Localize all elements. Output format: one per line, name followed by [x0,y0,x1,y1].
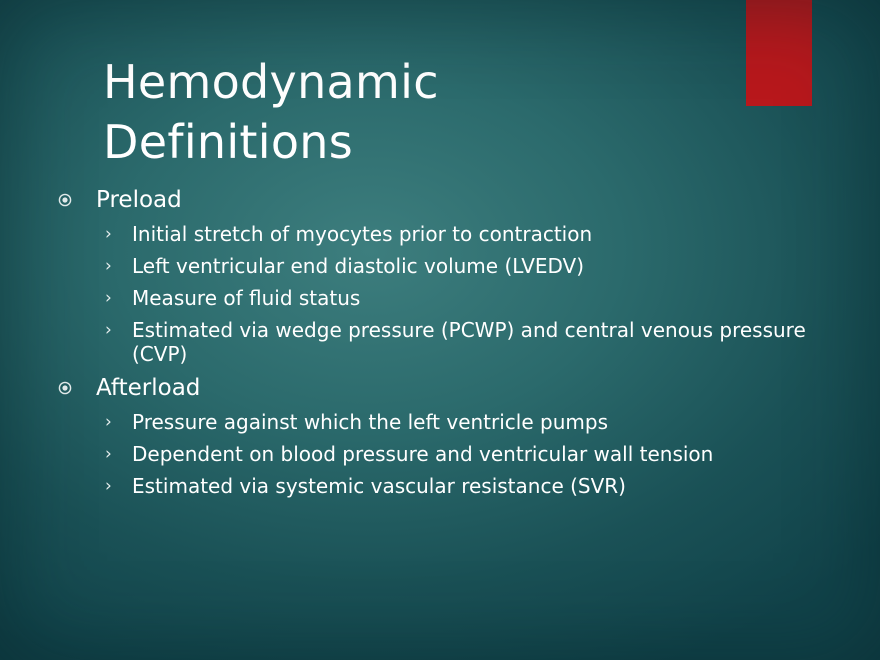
sub-bullet-text: Measure of fluid status [132,286,361,310]
bullet-section-afterload [58,372,858,502]
sub-bullet-text: Dependent on blood pressure and ventricular wall tension [132,442,714,466]
sub-bullet-text: Left ventricular end diastolic volume (LVEDV) [132,254,585,278]
sub-bullet-text: Estimated via wedge pressure (PCWP) and central venous pressure (CVP) [132,318,806,366]
accent-bar [746,0,812,106]
sub-bullet-text: Estimated via systemic vascular resistance (SVR) [132,474,626,498]
sub-bullet-text: Initial stretch of myocytes prior to contraction [132,222,593,246]
bullet-list [58,184,858,502]
sub-bullet-item [96,438,858,470]
chevron-right-icon: › [105,224,112,244]
chevron-right-icon: › [105,476,112,496]
sub-bullet-text: Pressure against which the left ventricle pumps [132,410,608,434]
slide-title [103,52,703,172]
sub-bullet-item [96,314,858,370]
section-heading: Preload [96,187,182,213]
chevron-right-icon: › [105,320,112,340]
section-heading: Afterload [96,375,201,401]
circled-dot-icon [58,193,72,207]
sub-bullet-item [96,218,858,250]
chevron-right-icon: › [105,256,112,276]
chevron-right-icon: › [105,412,112,432]
sub-bullet-item [96,470,858,502]
circled-dot-icon [58,381,72,395]
sub-bullet-item [96,250,858,282]
sub-bullet-list [96,218,858,370]
title-line-2: Definitions [103,115,354,169]
chevron-right-icon: › [105,288,112,308]
sub-bullet-item [96,282,858,314]
sub-bullet-list [96,406,858,502]
sub-bullet-item [96,406,858,438]
bullet-section-preload [58,184,858,370]
chevron-right-icon: › [105,444,112,464]
title-line-1: Hemodynamic [103,55,439,109]
